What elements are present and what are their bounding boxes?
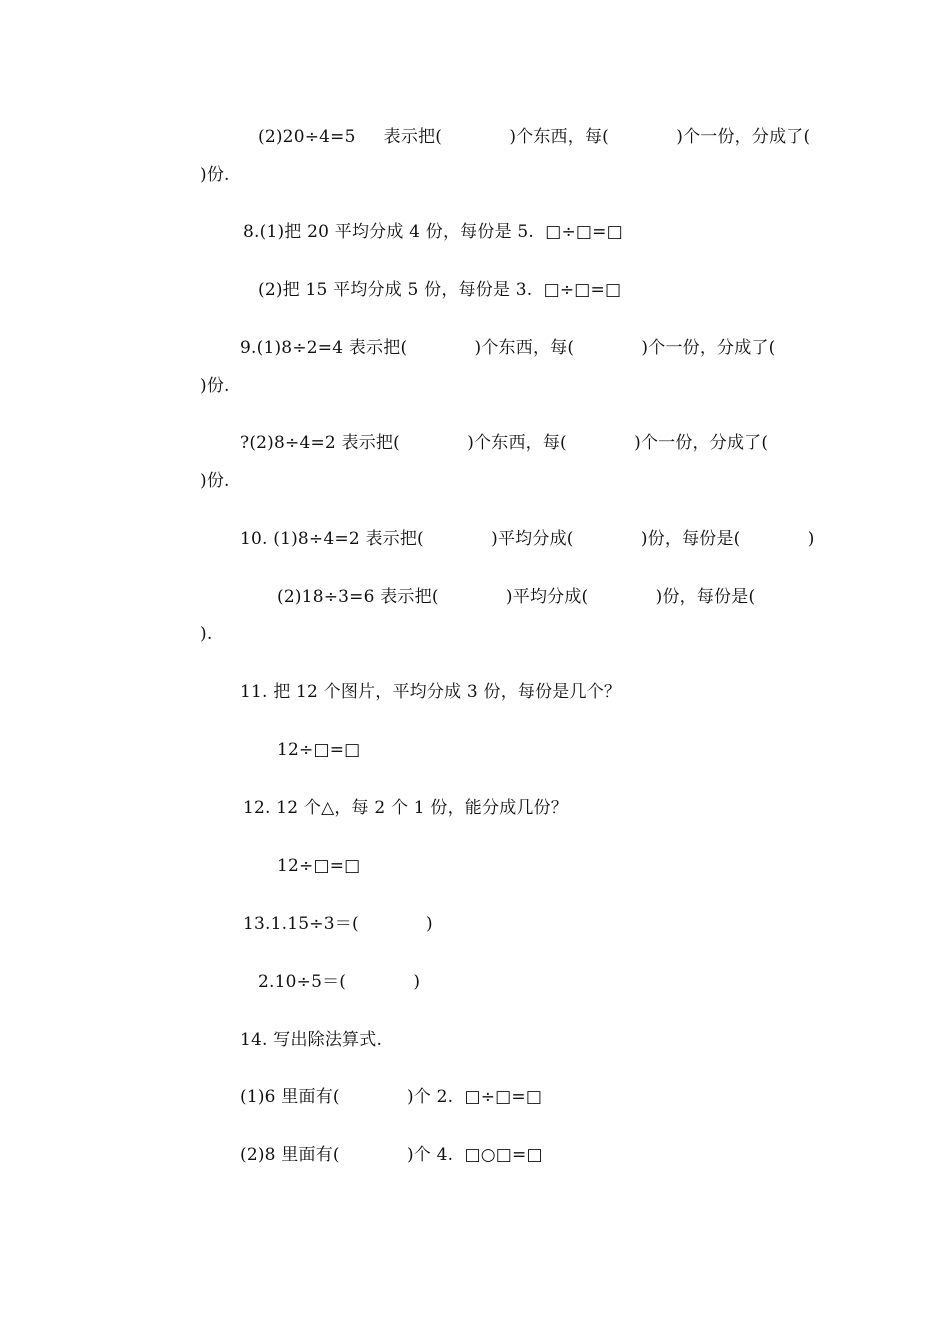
q9-part1-line: 9.(1)8÷2=4 表示把( )个东西，每( )个一份，分成了( xyxy=(240,338,776,358)
q10-part1-line: 10. (1)8÷4=2 表示把( )平均分成( )份，每份是( ) xyxy=(240,529,815,549)
q9-part1-continuation: )份. xyxy=(200,376,230,396)
q13-part2-line: 2.10÷5＝( ) xyxy=(258,972,421,992)
q11-equation: 12÷□=□ xyxy=(277,740,361,760)
q9-part2-line: ?(2)8÷4=2 表示把( )个东西，每( )个一份，分成了( xyxy=(240,433,769,453)
q8-part1-line: 8.(1)把 20 平均分成 4 份，每份是 5. □÷□=□ xyxy=(243,222,623,242)
q12-line: 12. 12 个△，每 2 个 1 份，能分成几份？ xyxy=(243,798,568,818)
q7-part2-continuation: )份. xyxy=(200,165,230,185)
q13-part1-line: 13.1.15÷3＝( ) xyxy=(243,914,433,934)
q14-part1-line: (1)6 里面有( )个 2. □÷□=□ xyxy=(240,1087,543,1107)
q12-equation: 12÷□=□ xyxy=(277,856,361,876)
q10-part2-line: (2)18÷3=6 表示把( )平均分成( )份，每份是( xyxy=(277,587,756,607)
q8-part2-line: (2)把 15 平均分成 5 份，每份是 3. □÷□=□ xyxy=(258,280,622,300)
q14-heading: 14. 写出除法算式. xyxy=(240,1030,383,1050)
q14-part2-line: (2)8 里面有( )个 4. □○□=□ xyxy=(240,1145,543,1165)
q7-part2-line: (2)20÷4=5 表示把( )个东西，每( )个一份，分成了( xyxy=(258,127,811,147)
q11-line: 11. 把 12 个图片，平均分成 3 份，每份是几个？ xyxy=(240,682,622,702)
q9-part2-continuation: )份. xyxy=(200,471,230,491)
q10-part2-continuation: ). xyxy=(200,624,213,644)
